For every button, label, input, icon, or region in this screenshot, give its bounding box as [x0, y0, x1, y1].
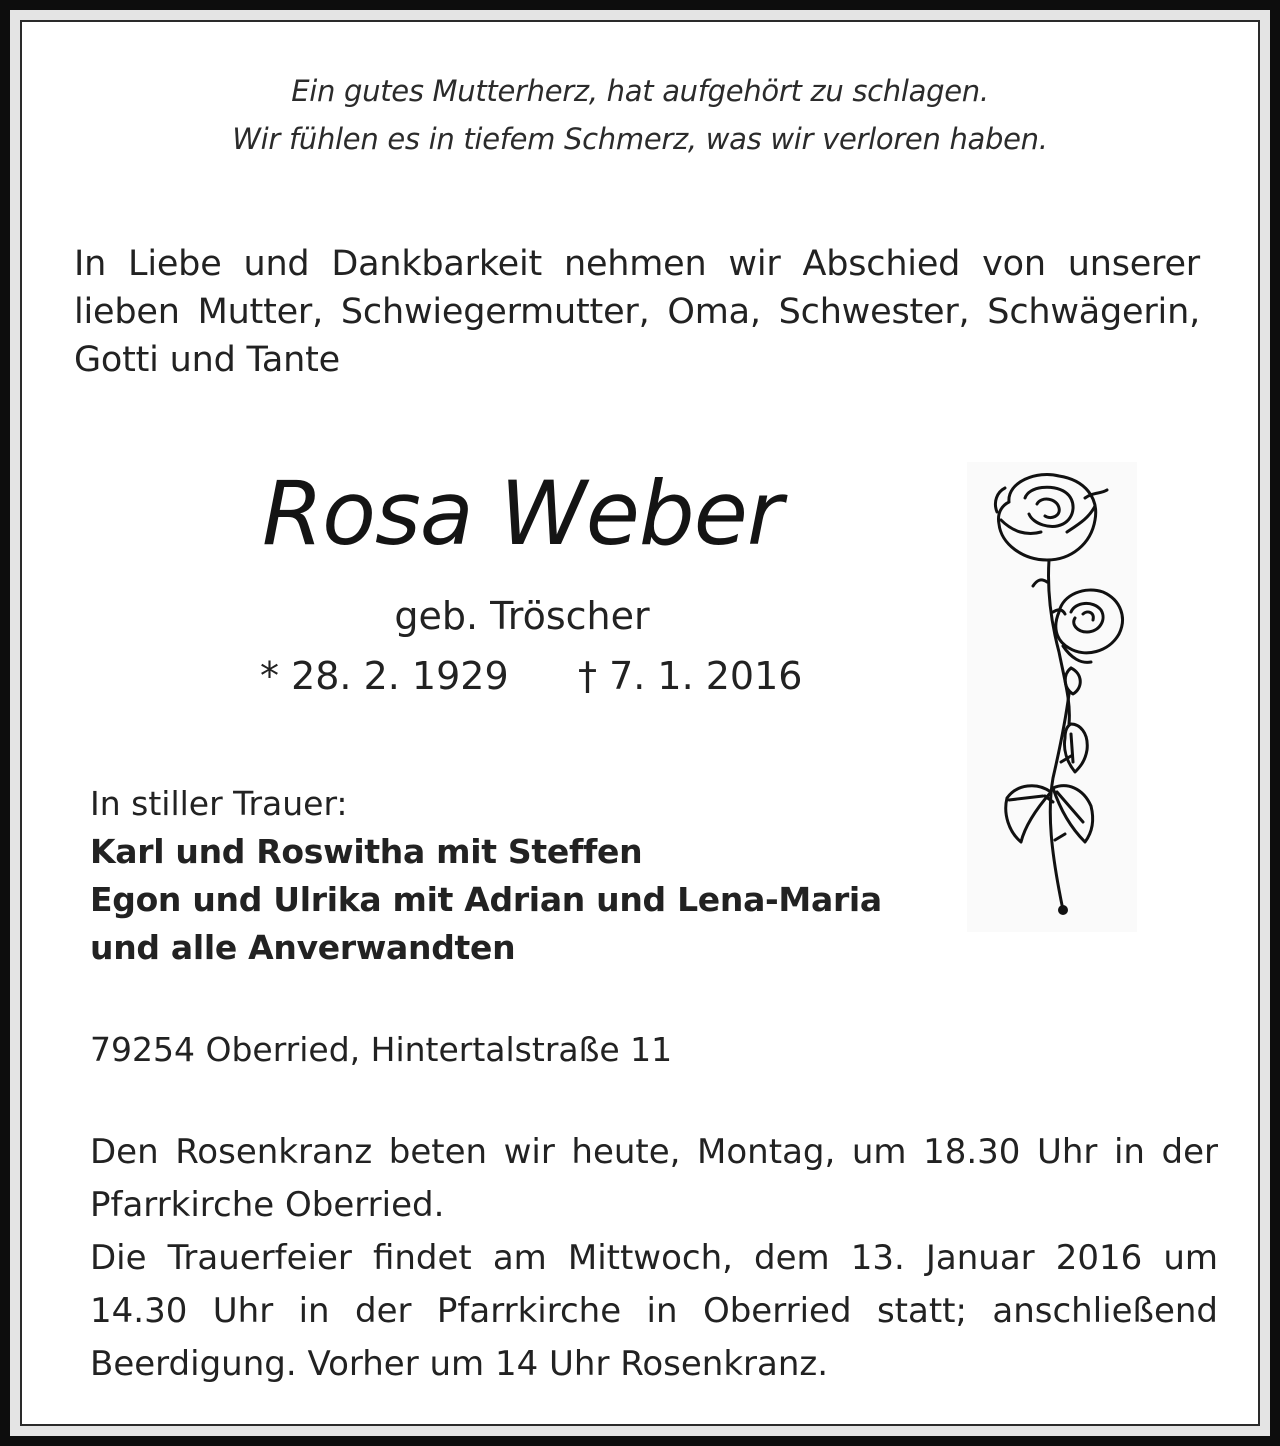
- death-date: † 7. 1. 2016: [578, 654, 803, 698]
- deceased-name: Rosa Weber: [261, 462, 783, 565]
- obituary-mat: [10, 10, 1270, 1436]
- verse-line-1: Ein gutes Mutterherz, hat aufgehört zu schlagen.: [291, 74, 989, 108]
- birth-date: * 28. 2. 1929: [260, 654, 509, 698]
- rosary-notice: Den Rosenkranz beten wir heute, Montag, um 18.30 Uhr in der Pfarrkirche Oberried.: [90, 1132, 1218, 1225]
- service-notice: [90, 1126, 1218, 1391]
- mourners-block: [90, 780, 882, 972]
- obituary-notice: [20, 20, 1260, 1426]
- mourner-line: und alle Anverwandten: [90, 928, 516, 967]
- farewell-intro: In Liebe und Dankbarkeit nehmen wir Abschied von unserer lieben Mutter, Schwiegermutter, Oma, Schwester, Schwägerin, Gotti und Tante: [74, 244, 1200, 380]
- family-address: 79254 Oberried, Hintertalstraße 11: [90, 1030, 673, 1069]
- verse-line-2: Wir fühlen es in tiefem Schmerz, was wir verloren haben.: [232, 122, 1048, 156]
- mourner-line: Egon und Ulrika mit Adrian und Lena-Maria: [90, 880, 882, 919]
- mourners-heading: In stiller Trauer:: [90, 784, 348, 823]
- birth-name: geb. Tröscher: [394, 594, 650, 638]
- mourner-line: Karl und Roswitha mit Steffen: [90, 832, 643, 871]
- funeral-notice: Die Trauerfeier findet am Mittwoch, dem 13. Januar 2016 um 14.30 Uhr in der Pfarrkirche in Oberried statt; anschließend Beerdigung. Vorher um 14 Uhr Rosenkranz.: [90, 1238, 1218, 1384]
- rose-illustration-icon: [967, 462, 1137, 932]
